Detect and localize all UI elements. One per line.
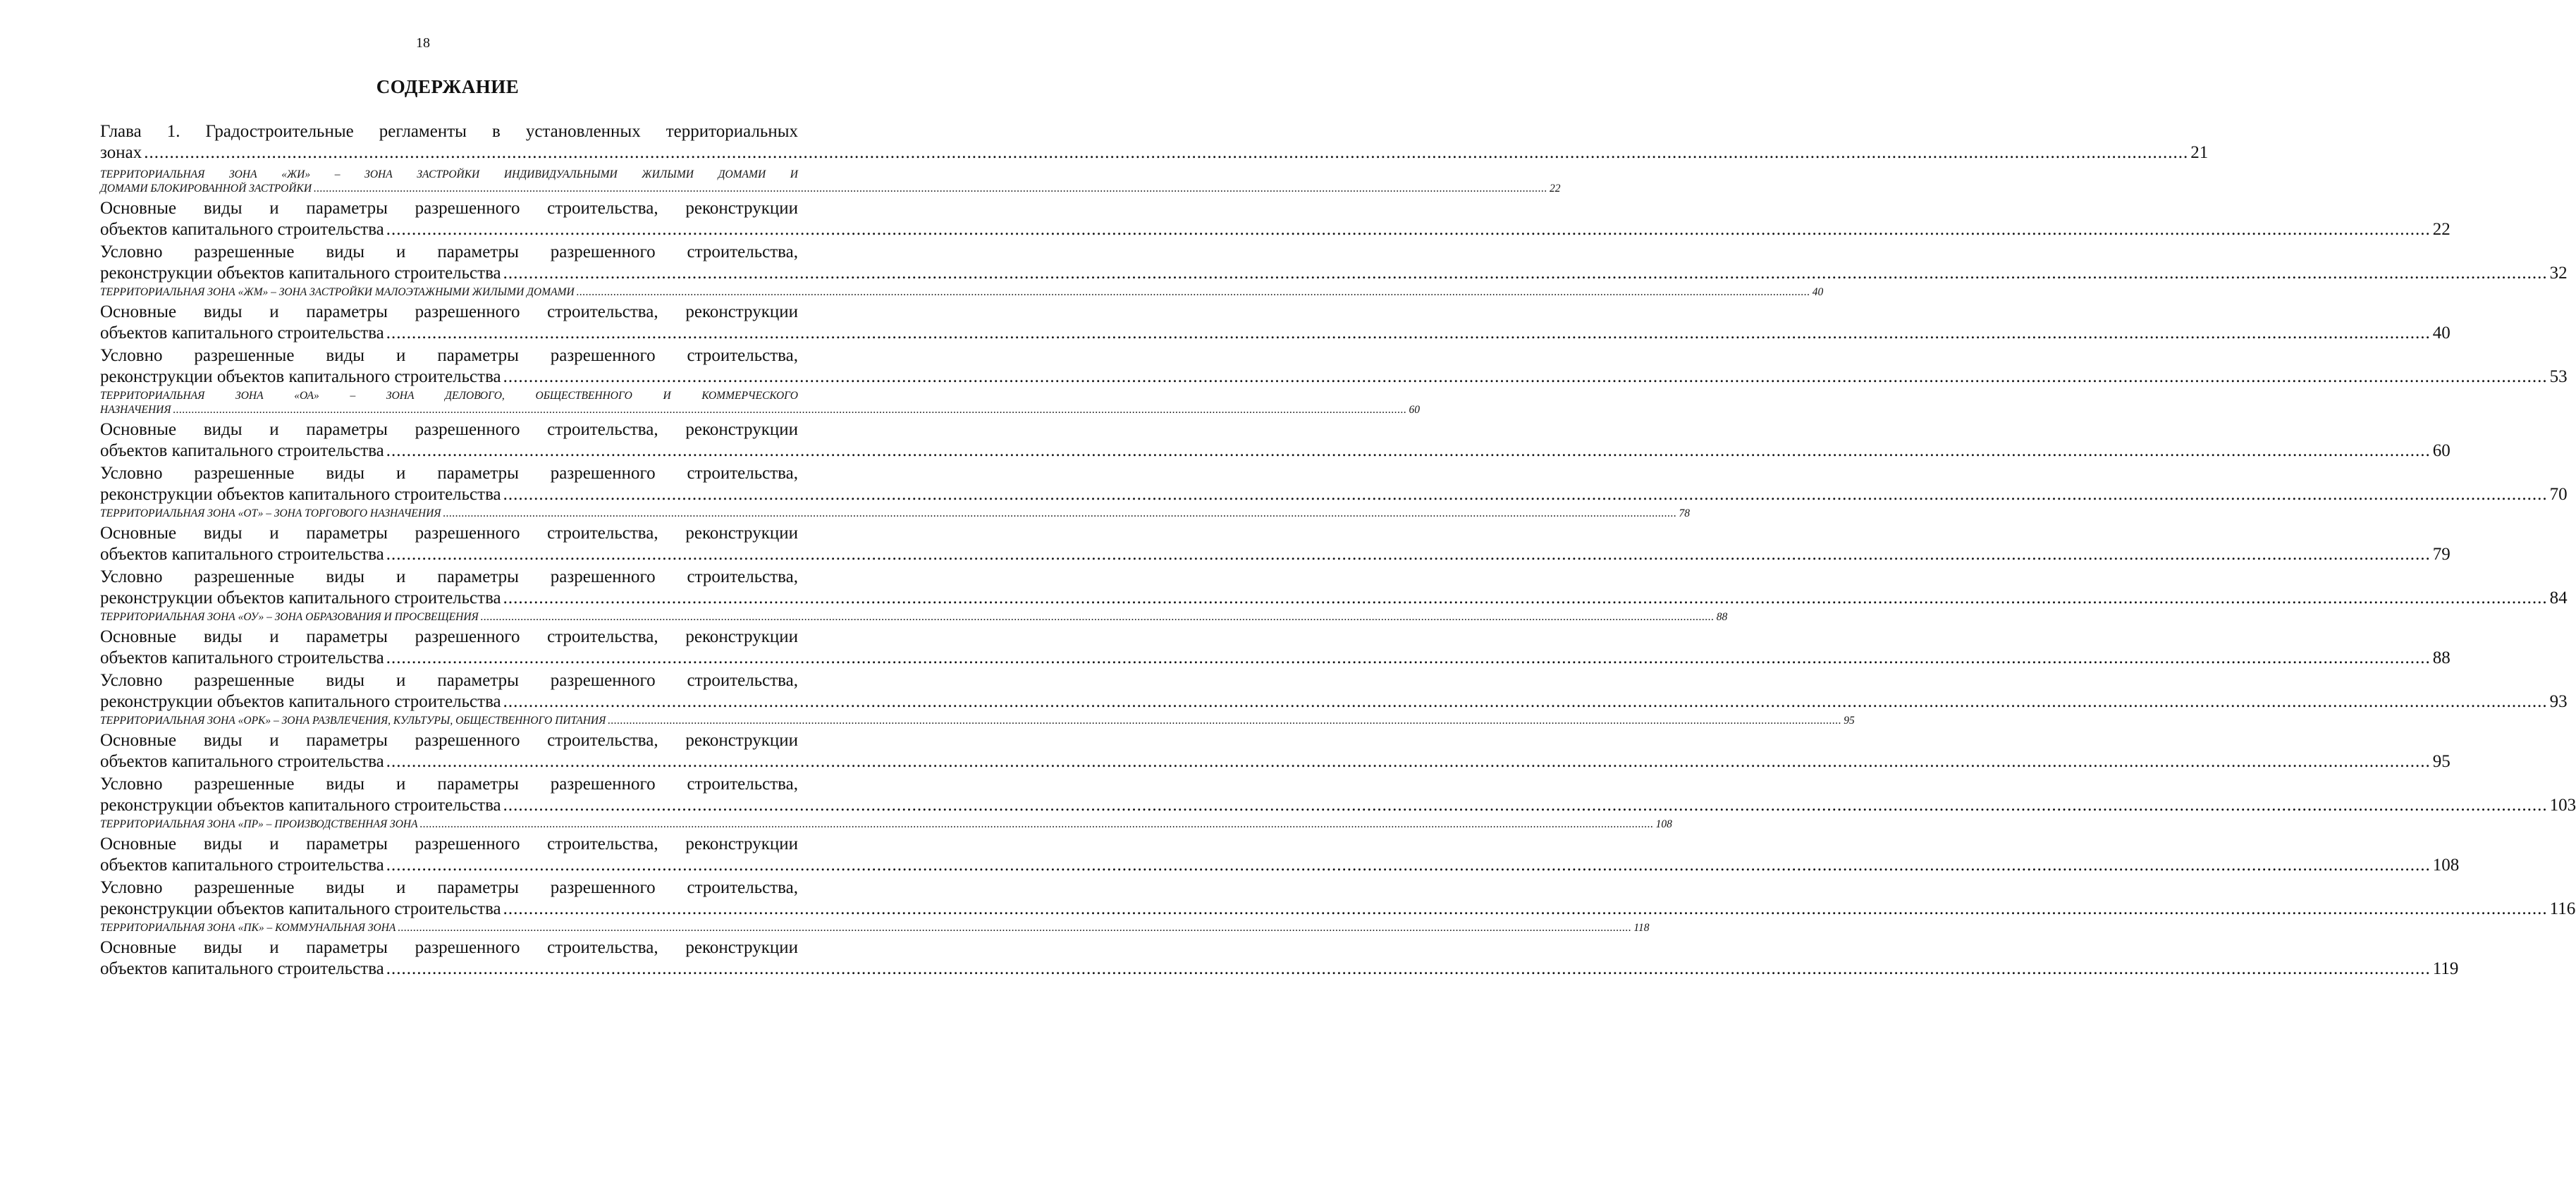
- dot-leader: ................................................................................................................................................................................................................................................................................................................................................................................................................: [608, 715, 1842, 727]
- toc-page-number: 40: [1812, 286, 1824, 298]
- toc-entry-section[interactable]: [100, 345, 2568, 388]
- toc-page-number: 116: [2549, 899, 2576, 918]
- toc-entry-title: ТЕРРИТОРИАЛЬНАЯ ЗОНА «ПК» – КОММУНАЛЬНАЯ ЗОНА: [100, 922, 396, 934]
- toc-page-number: 40: [2432, 323, 2451, 343]
- toc-entry-leader-line: [100, 182, 1561, 196]
- toc-entry-title: реконструкции объектов капитального строительства: [100, 485, 501, 504]
- toc-entry-section[interactable]: [100, 242, 2568, 284]
- toc-entry-title: объектов капитального строительства: [100, 441, 384, 460]
- toc-entry-title-line: Глава 1. Градостроительные регламенты в установленных территориальных: [100, 122, 798, 141]
- toc-entry-section[interactable]: [100, 730, 2451, 772]
- dot-leader: ................................................................................................................................................................................................................................................................................................................................................................................................................: [503, 264, 2548, 283]
- dot-leader: ................................................................................................................................................................................................................................................................................................................................................................................................................: [386, 752, 2431, 771]
- toc-entry-zone[interactable]: [100, 921, 1650, 935]
- toc-entry-title: объектов капитального строительства: [100, 752, 384, 771]
- toc-entry-section[interactable]: [100, 670, 2568, 713]
- dot-leader: ................................................................................................................................................................................................................................................................................................................................................................................................................: [386, 220, 2431, 239]
- dot-leader: ................................................................................................................................................................................................................................................................................................................................................................................................................: [386, 959, 2431, 978]
- toc-entry-section[interactable]: [100, 774, 2576, 816]
- toc-entry-leader-line: [100, 855, 2460, 876]
- toc-page-number: 60: [2432, 441, 2451, 460]
- dot-leader: ................................................................................................................................................................................................................................................................................................................................................................................................................: [386, 323, 2431, 343]
- dot-leader: ................................................................................................................................................................................................................................................................................................................................................................................................................: [503, 367, 2548, 386]
- toc-entry-leader-line: [100, 648, 2451, 669]
- toc-entry-zone[interactable]: [100, 610, 1728, 624]
- toc-entry-section[interactable]: [100, 463, 2568, 505]
- toc-entry-section[interactable]: [100, 877, 2576, 920]
- dot-leader: ................................................................................................................................................................................................................................................................................................................................................................................................................: [443, 507, 1677, 519]
- toc-page-number: 118: [1633, 922, 1650, 934]
- toc-page-number: 88: [1716, 611, 1728, 623]
- toc-entry-title: ТЕРРИТОРИАЛЬНАЯ ЗОНА «ОУ» – ЗОНА ОБРАЗОВАНИЯ И ПРОСВЕЩЕНИЯ: [100, 611, 479, 623]
- toc-entry-section[interactable]: [100, 302, 2451, 344]
- dot-leader: ................................................................................................................................................................................................................................................................................................................................................................................................................: [386, 441, 2431, 460]
- toc-page-number: 108: [1655, 818, 1672, 830]
- toc-entry-title: ТЕРРИТОРИАЛЬНАЯ ЗОНА «ПР» – ПРОИЗВОДСТВЕННАЯ ЗОНА: [100, 818, 418, 830]
- toc-page-number: 60: [1409, 404, 1421, 416]
- toc-entry-title: реконструкции объектов капитального строительства: [100, 367, 501, 386]
- toc-entry-leader-line: [100, 691, 2568, 713]
- toc-entry-title: реконструкции объектов капитального строительства: [100, 692, 501, 711]
- toc-entry-title-line: Основные виды и параметры разрешенного строительства, реконструкции: [100, 834, 798, 853]
- dot-leader: ................................................................................................................................................................................................................................................................................................................................................................................................................: [480, 611, 1715, 623]
- toc-entry-zone[interactable]: [100, 285, 1824, 300]
- toc-entry-title: реконструкции объектов капитального строительства: [100, 899, 501, 918]
- toc-entry-title-line: Условно разрешенные виды и параметры разрешенного строительства,: [100, 242, 798, 261]
- toc-entry-title-line: Условно разрешенные виды и параметры разрешенного строительства,: [100, 567, 798, 586]
- toc-entry-title: реконструкции объектов капитального строительства: [100, 796, 501, 815]
- dot-leader: ................................................................................................................................................................................................................................................................................................................................................................................................................: [576, 286, 1810, 298]
- toc-entry-leader-line: [100, 366, 2568, 388]
- toc-entry-leader-line: [100, 507, 1690, 521]
- toc-entry-leader-line: [100, 484, 2568, 505]
- toc-entry-section[interactable]: [100, 627, 2451, 669]
- toc-entry-zone[interactable]: [100, 714, 1855, 728]
- toc-entry-title: объектов капитального строительства: [100, 545, 384, 564]
- page-title: СОДЕРЖАНИЕ: [376, 76, 520, 97]
- toc-entry-leader-line: [100, 440, 2451, 462]
- toc-page-number: 22: [2432, 220, 2451, 239]
- toc-entry-title: объектов капитального строительства: [100, 959, 384, 978]
- toc-entry-zone[interactable]: [100, 168, 1561, 196]
- toc-entry-title-line: Условно разрешенные виды и параметры разрешенного строительства,: [100, 346, 798, 365]
- dot-leader: ................................................................................................................................................................................................................................................................................................................................................................................................................: [398, 922, 1632, 934]
- toc-page-number: 78: [1679, 507, 1690, 519]
- toc-entry-title-line: Основные виды и параметры разрешенного строительства, реконструкции: [100, 199, 798, 218]
- table-of-contents: [100, 121, 2576, 981]
- toc-page-number: 108: [2432, 856, 2460, 875]
- toc-entry-leader-line: [100, 751, 2451, 772]
- toc-entry-title-line: Основные виды и параметры разрешенного строительства, реконструкции: [100, 524, 798, 543]
- toc-page-number: 103: [2549, 796, 2576, 815]
- toc-entry-leader-line: [100, 818, 1672, 832]
- toc-entry-section[interactable]: [100, 198, 2451, 240]
- dot-leader: ................................................................................................................................................................................................................................................................................................................................................................................................................: [144, 143, 2189, 162]
- toc-entry-leader-line: [100, 899, 2576, 920]
- toc-entry-title-line: Основные виды и параметры разрешенного строительства, реконструкции: [100, 627, 798, 646]
- dot-leader: ................................................................................................................................................................................................................................................................................................................................................................................................................: [173, 404, 1407, 416]
- toc-entry-leader-line: [100, 142, 2209, 164]
- toc-entry-title: реконструкции объектов капитального строительства: [100, 264, 501, 283]
- toc-entry-chapter[interactable]: [100, 121, 2209, 164]
- page-number: 18: [416, 35, 430, 51]
- dot-leader: ................................................................................................................................................................................................................................................................................................................................................................................................................: [386, 856, 2431, 875]
- dot-leader: ................................................................................................................................................................................................................................................................................................................................................................................................................: [503, 796, 2548, 815]
- toc-entry-title-line: Условно разрешенные виды и параметры разрешенного строительства,: [100, 671, 798, 690]
- toc-page-number: 119: [2432, 959, 2459, 978]
- toc-page-number: 88: [2432, 648, 2451, 667]
- dot-leader: ................................................................................................................................................................................................................................................................................................................................................................................................................: [419, 818, 1654, 830]
- toc-entry-zone[interactable]: [100, 818, 1672, 832]
- toc-entry-section[interactable]: [100, 834, 2460, 876]
- toc-entry-title: объектов капитального строительства: [100, 323, 384, 343]
- toc-entry-title: объектов капитального строительства: [100, 220, 384, 239]
- toc-entry-leader-line: [100, 285, 1824, 300]
- toc-page-number: 95: [1844, 715, 1855, 727]
- toc-entry-title: ТЕРРИТОРИАЛЬНАЯ ЗОНА «ОРК» – ЗОНА РАЗВЛЕЧЕНИЯ, КУЛЬТУРЫ, ОБЩЕСТВЕННОГО ПИТАНИЯ: [100, 715, 606, 727]
- toc-entry-section[interactable]: [100, 523, 2451, 565]
- toc-entry-section[interactable]: [100, 419, 2451, 462]
- toc-entry-title: объектов капитального строительства: [100, 648, 384, 667]
- toc-entry-leader-line: [100, 714, 1855, 728]
- toc-entry-zone[interactable]: [100, 507, 1690, 521]
- toc-entry-leader-line: [100, 958, 2459, 980]
- dot-leader: ................................................................................................................................................................................................................................................................................................................................................................................................................: [503, 485, 2548, 504]
- toc-entry-leader-line: [100, 795, 2576, 816]
- dot-leader: ................................................................................................................................................................................................................................................................................................................................................................................................................: [386, 648, 2431, 667]
- toc-entry-title-line: Условно разрешенные виды и параметры разрешенного строительства,: [100, 878, 798, 897]
- toc-entry-leader-line: [100, 323, 2451, 344]
- toc-entry-title-line: ТЕРРИТОРИАЛЬНАЯ ЗОНА «ОА» – ЗОНА ДЕЛОВОГО, ОБЩЕСТВЕННОГО И КОММЕРЧЕСКОГО: [100, 390, 798, 402]
- toc-entry-title-line: Условно разрешенные виды и параметры разрешенного строительства,: [100, 464, 798, 483]
- toc-entry-title-line: Условно разрешенные виды и параметры разрешенного строительства,: [100, 775, 798, 794]
- toc-entry-leader-line: [100, 544, 2451, 565]
- toc-entry-section[interactable]: [100, 567, 2568, 609]
- toc-entry-title-line: Основные виды и параметры разрешенного строительства, реконструкции: [100, 938, 798, 957]
- toc-entry-title-line: Основные виды и параметры разрешенного строительства, реконструкции: [100, 731, 798, 750]
- toc-page-number: 93: [2549, 692, 2568, 711]
- dot-leader: ................................................................................................................................................................................................................................................................................................................................................................................................................: [503, 588, 2548, 608]
- toc-entry-leader-line: [100, 588, 2568, 609]
- toc-entry-leader-line: [100, 921, 1650, 935]
- toc-entry-title: ТЕРРИТОРИАЛЬНАЯ ЗОНА «ЖМ» – ЗОНА ЗАСТРОЙКИ МАЛОЭТАЖНЫМИ ЖИЛЫМИ ДОМАМИ: [100, 286, 575, 298]
- toc-entry-leader-line: [100, 610, 1728, 624]
- toc-page-number: 32: [2549, 264, 2568, 283]
- dot-leader: ................................................................................................................................................................................................................................................................................................................................................................................................................: [503, 692, 2548, 711]
- toc-page-number: 95: [2432, 752, 2451, 771]
- toc-entry-title-line: Основные виды и параметры разрешенного строительства, реконструкции: [100, 420, 798, 439]
- toc-page-number: 53: [2549, 367, 2568, 386]
- toc-page-number: 70: [2549, 485, 2568, 504]
- toc-entry-title-line: ТЕРРИТОРИАЛЬНАЯ ЗОНА «ЖИ» – ЗОНА ЗАСТРОЙКИ ИНДИВИДУАЛЬНЫМИ ЖИЛЫМИ ДОМАМИ И: [100, 168, 798, 180]
- toc-page-number: 79: [2432, 545, 2451, 564]
- toc-entry-title-line: Основные виды и параметры разрешенного строительства, реконструкции: [100, 302, 798, 321]
- toc-entry-leader-line: [100, 263, 2568, 284]
- toc-entry-section[interactable]: [100, 937, 2459, 980]
- toc-entry-zone[interactable]: [100, 389, 1421, 417]
- toc-entry-title: зонах: [100, 143, 142, 162]
- toc-entry-title: НАЗНАЧЕНИЯ: [100, 404, 171, 416]
- toc-entry-title: ТЕРРИТОРИАЛЬНАЯ ЗОНА «ОТ» – ЗОНА ТОРГОВОГО НАЗНАЧЕНИЯ: [100, 507, 441, 519]
- dot-leader: ................................................................................................................................................................................................................................................................................................................................................................................................................: [386, 545, 2431, 564]
- toc-entry-leader-line: [100, 403, 1421, 417]
- toc-entry-title: объектов капитального строительства: [100, 856, 384, 875]
- toc-page-number: 84: [2549, 588, 2568, 608]
- toc-entry-title: ДОМАМИ БЛОКИРОВАННОЙ ЗАСТРОЙКИ: [100, 183, 312, 195]
- toc-page-number: 21: [2190, 143, 2209, 162]
- dot-leader: ................................................................................................................................................................................................................................................................................................................................................................................................................: [503, 899, 2548, 918]
- dot-leader: ................................................................................................................................................................................................................................................................................................................................................................................................................: [314, 183, 1548, 195]
- toc-page-number: 22: [1550, 183, 1561, 195]
- toc-entry-leader-line: [100, 219, 2451, 240]
- toc-entry-title: реконструкции объектов капитального строительства: [100, 588, 501, 608]
